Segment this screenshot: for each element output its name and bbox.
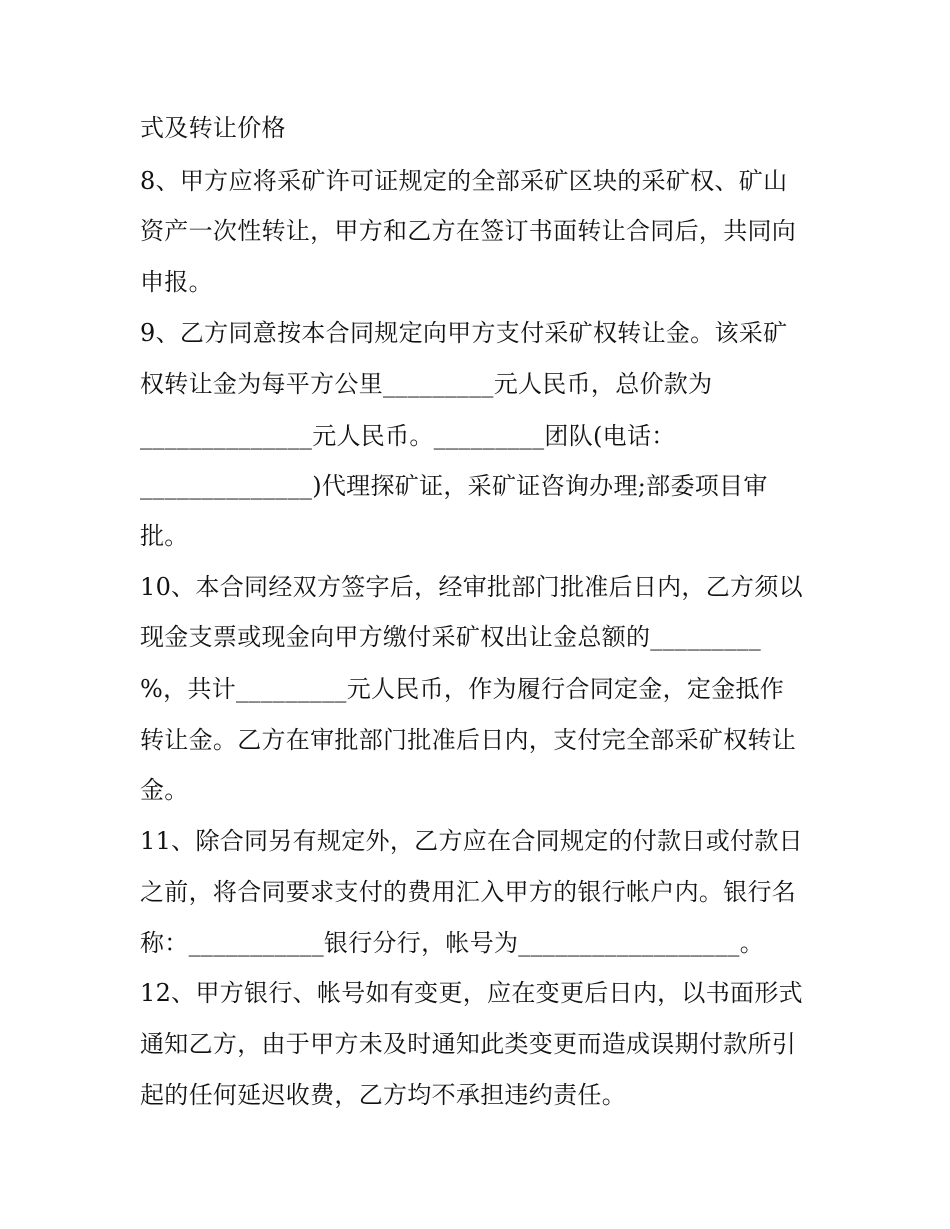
- text-line: 之前，将合同要求支付的费用汇入甲方的银行帐户内。银行名: [140, 878, 797, 906]
- text-line: 权转让金为每平方公里_________元人民币，总价款为: [140, 370, 713, 398]
- text-line: ______________)代理探矿证，采矿证咨询办理;部委项目审: [140, 472, 768, 500]
- text-line: ______________元人民币。_________团队(电话：: [140, 422, 676, 450]
- clause-11-line: 11、除合同另有规定外，乙方应在合同规定的付款日或付款日: [140, 827, 803, 855]
- text-line: 通知乙方，由于甲方未及时通知此类变更而造成误期付款所引: [140, 1030, 797, 1058]
- text-line: 现金支票或现金向甲方缴付采矿权出让金总额的_________: [140, 623, 761, 651]
- text-line: %，共计_________元人民币，作为履行合同定金，定金抵作: [140, 675, 785, 703]
- text-line: 金。: [140, 776, 189, 804]
- text-line: 起的任何延迟收费，乙方均不承担违约责任。: [140, 1081, 626, 1109]
- text-line: 转让金。乙方在审批部门批准后日内，支付完全部采矿权转让: [140, 726, 797, 754]
- text-line: 资产一次性转让，甲方和乙方在签订书面转让合同后，共同向: [140, 217, 797, 245]
- clause-10-line: 10、本合同经双方签字后，经审批部门批准后日内，乙方须以: [140, 573, 803, 601]
- text-line: 批。: [140, 522, 189, 550]
- clause-8-line: 8、甲方应将采矿许可证规定的全部采矿区块的采矿权、矿山: [140, 167, 788, 195]
- clause-9-line: 9、乙方同意按本合同规定向甲方支付采矿权转让金。该采矿: [140, 319, 788, 347]
- text-line: 申报。: [140, 268, 213, 296]
- text-line: 式及转让价格: [140, 114, 286, 142]
- clause-12-line: 12、甲方银行、帐号如有变更，应在变更后日内，以书面形式: [140, 979, 803, 1007]
- text-line: 称：___________银行分行，帐号为__________________。: [140, 929, 764, 957]
